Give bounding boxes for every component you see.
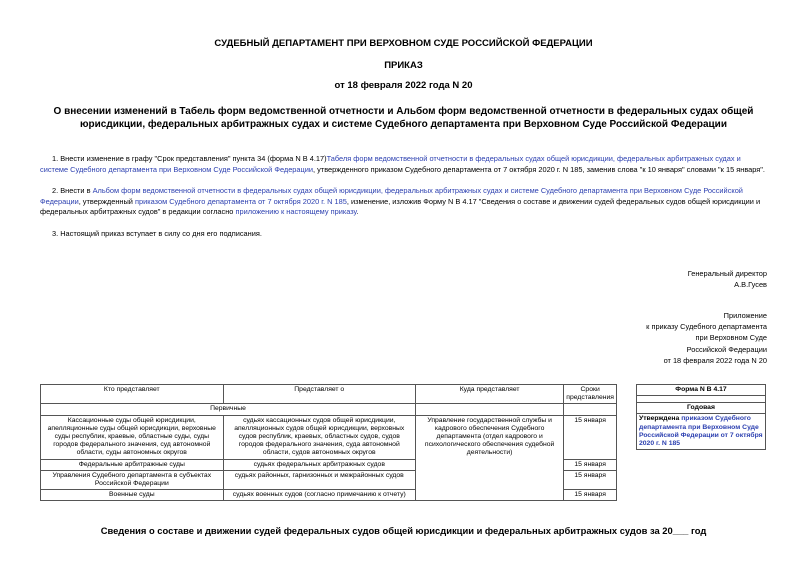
signer-position: Генеральный директор: [687, 269, 767, 278]
doc-subject: О внесении изменений в Табель форм ведомственной отчетности и Альбом форм ведомственной отчетности в федеральных судах общей юрисдикции, федеральных арбитражных судах и системе Судебного департамента при Верховном Суде Российской Федерации: [53, 106, 754, 130]
approval-text: Утверждена: [639, 415, 682, 423]
spacer-cell: [637, 396, 766, 403]
cell-where: Управление государственной службы и кадрового обеспечения Судебного департамента (отдел кадрового и психологического обеспечения судебной деятельности): [415, 415, 563, 501]
appendix-line: к приказу Судебного департамента: [646, 322, 767, 332]
col-header: Сроки представления: [564, 385, 617, 404]
empty-cell: [564, 404, 617, 415]
appendix-line: Приложение: [723, 311, 767, 320]
cell-who: Военные суды: [41, 490, 224, 501]
p1-text-end: , утвержденного приказом Судебного департамента от 7 октября 2020 г. N 185, заменив слова "к 10 января" словами "к 15 января".: [313, 164, 765, 174]
cell-term: 15 января: [564, 459, 617, 470]
p2-text-b: , утвержденный: [78, 196, 135, 206]
cell-about: судьях федеральных арбитражных судов: [223, 459, 415, 470]
cell-who: Кассационные суды общей юрисдикции, апелляционные суды общей юрисдикции, верховные суды республик, краевые, областные суды, суды городов федерального значения, суд автономной области, суды автономных округов: [41, 415, 224, 459]
paragraph-1: [40, 154, 770, 175]
appendix-block: [567, 310, 767, 366]
signature-block: [567, 268, 767, 290]
appendix-line: Российской Федерации: [686, 344, 767, 354]
empty-cell: [415, 404, 563, 415]
approval-order-link[interactable]: приказом Судебного департамента при Верховном Суде Российской Федерации от 7 октября 2020 г. N 185: [639, 415, 763, 448]
p2-text-c: , изменение, изложив Форму N В 4.17 "Сведения о составе и движении судей федеральных судов общей юрисдикции и федеральных арбитражных судов" в редакции согласно: [40, 196, 761, 216]
table-header-row: [41, 385, 617, 404]
form-period: Годовая: [637, 403, 766, 414]
form-number: Форма N В 4.17: [637, 385, 766, 396]
section-label: Первичные: [41, 404, 416, 415]
p1-text: 1. Внести изменение в графу "Срок представления" пункта 34 (форма N В 4.17): [52, 154, 327, 163]
reporting-table: [40, 384, 617, 501]
cell-term: 15 января: [564, 470, 617, 489]
cell-about: судьях кассационных судов общей юрисдикции, апелляционных судов общей юрисдикции, верховных судов республик, краевых, областных судов, судов городов федерального значения, суда автономной области, судов автономных округов: [223, 415, 415, 459]
album-link[interactable]: Альбом форм ведомственной отчетности в федеральных судах общей юрисдикции, федеральных арбитражных судах и системе Судебного департамента при Верховном Суде Российской Федерации: [40, 186, 743, 206]
signer-name: А.В.Гусев: [734, 280, 767, 289]
cell-term: 15 января: [564, 415, 617, 459]
doc-type: ПРИКАЗ: [384, 60, 423, 71]
cell-who: Федеральные арбитражные суды: [41, 459, 224, 470]
paragraph-2: [40, 186, 770, 218]
appendix-link[interactable]: приложению к настоящему приказу: [235, 207, 357, 216]
report-title: Сведения о составе и движении судей федеральных судов общей юрисдикции и федеральных арбитражных судов за 20___ год: [100, 525, 707, 536]
doc-date-number: от 18 февраля 2022 года N 20: [334, 80, 473, 91]
p2-text-d: .: [356, 207, 359, 216]
appendix-line: от 18 февраля 2022 года N 20: [663, 355, 767, 365]
order-link[interactable]: приказом Судебного департамента от 7 октября 2020 г. N 185: [134, 196, 347, 206]
col-header: Куда представляет: [415, 385, 563, 404]
form-info-box: [636, 384, 766, 450]
form-approval: [637, 414, 766, 450]
col-header: Представляет о: [223, 385, 415, 404]
cell-term: 15 января: [564, 490, 617, 501]
table-section-row: [41, 404, 617, 415]
cell-about: судьях военных судов (согласно примечанию к отчету): [223, 490, 415, 501]
appendix-line: при Верховном Суде: [695, 333, 767, 343]
table-row: [41, 415, 617, 459]
col-header: Кто представляет: [41, 385, 224, 404]
paragraph-3: 3. Настоящий приказ вступает в силу со дня его подписания.: [52, 229, 262, 238]
cell-who: Управления Судебного департамента в субъектах Российской Федерации: [41, 470, 224, 489]
tabel-link[interactable]: Табеля форм ведомственной отчетности в федеральных судах общей юрисдикции, федеральных арбитражных судах и системе Судебного департамента при Верховном Суде Российской Федерации: [40, 154, 741, 174]
cell-about: судьях районных, гарнизонных и межрайонных судов: [223, 470, 415, 489]
org-title: СУДЕБНЫЙ ДЕПАРТАМЕНТ ПРИ ВЕРХОВНОМ СУДЕ РОССИЙСКОЙ ФЕДЕРАЦИИ: [214, 38, 593, 49]
p2-text: 2. Внести в: [52, 186, 93, 195]
